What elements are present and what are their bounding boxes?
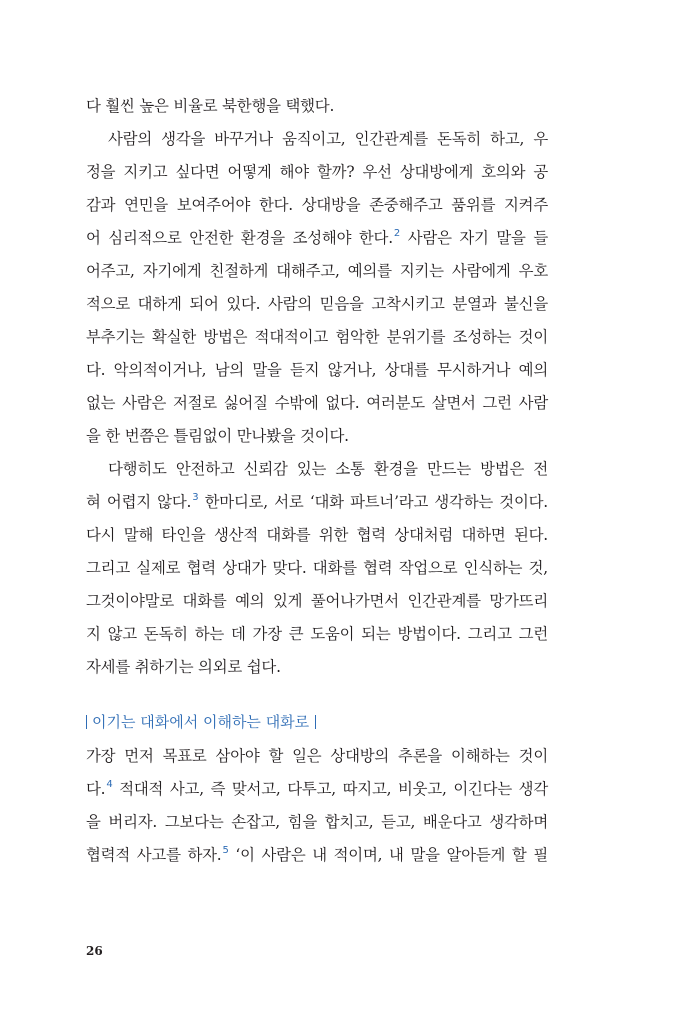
text-line: 그리고 실제로 협력 상대가 맞다. 대화를 협력 작업으로 인식하는 것, <box>86 559 548 577</box>
text-line: 부추기는 확실한 방법은 적대적이고 험악한 분위기를 조성하는 것이 <box>86 328 548 346</box>
text-line: 정을 지키고 싶다면 어떻게 해야 할까? 우선 상대방에게 호의와 공 <box>86 163 548 181</box>
footnote-marker[interactable]: 3 <box>192 492 199 503</box>
footnote-marker[interactable]: 2 <box>393 228 401 239</box>
text-line: 자세를 취하기는 의외로 쉽다. <box>86 658 281 676</box>
heading-bar-left <box>86 715 87 729</box>
paragraph <box>86 740 548 872</box>
text-line: 어주고, 자기에게 친절하게 대해주고, 예의를 지키는 사람에게 우호 <box>86 262 548 280</box>
text-line: 사람의 생각을 바꾸거나 움직이고, 인간관계를 돈독히 하고, 우 <box>108 130 548 148</box>
text-line: 가장 먼저 목표로 삼아야 할 일은 상대방의 추론을 이해하는 것이 <box>86 747 548 765</box>
text-line: 어 심리적으로 안전한 환경을 조성해야 한다.$^2$ 사람은 자기 말을 들 <box>86 228 549 247</box>
text-line: 그것이야말로 대화를 예의 있게 풀어나가면서 인간관계를 망가뜨리 <box>86 592 548 610</box>
section-heading-text: 이기는 대화에서 이해하는 대화로 <box>92 713 310 731</box>
text-line: 을 한 번쯤은 틀림없이 만나봤을 것이다. <box>86 427 349 445</box>
text-line: 다.$^4$ 적대적 사고, 즉 맞서고, 다투고, 따지고, 비웃고, 이긴다는 생각 <box>86 779 548 798</box>
text-line: 협력적 사고를 하자.$^5$ ‘이 사람은 내 적이며, 내 말을 알아듣게 할 필 <box>86 845 548 864</box>
paragraph <box>86 453 548 684</box>
section-heading <box>86 704 316 740</box>
text-line: 다. 악의적이거나, 남의 말을 듣지 않거나, 상대를 무시하거나 예의 <box>86 361 548 379</box>
paragraph-continuation <box>86 90 548 123</box>
text-line: 지 않고 돈독히 하는 데 가장 큰 도움이 되는 방법이다. 그리고 그런 <box>86 625 548 643</box>
text-line: 감과 연민을 보여주어야 한다. 상대방을 존중해주고 품위를 지켜주 <box>86 196 548 214</box>
page-number: 26 <box>86 944 103 958</box>
text-line: 없는 사람은 저절로 싫어질 수밖에 없다. 여러분도 살면서 그런 사람 <box>86 394 548 412</box>
text-line: 다 훨씬 높은 비율로 북한행을 택했다. <box>86 97 335 115</box>
text-line: 혀 어렵지 않다.$^3$ 한마디로, 서로 ‘대화 파트너’라고 생각하는 것이다. <box>86 492 548 511</box>
text-line: 다행히도 안전하고 신뢰감 있는 소통 환경을 만드는 방법은 전 <box>108 460 548 478</box>
footnote-marker[interactable]: 5 <box>222 845 229 856</box>
text-line: 을 버리자. 그보다는 손잡고, 힘을 합치고, 듣고, 배운다고 생각하며 <box>86 813 548 831</box>
paragraph <box>86 123 548 453</box>
text-line: 적으로 대하게 되어 있다. 사람의 믿음을 고착시키고 분열과 불신을 <box>86 295 548 313</box>
heading-bar-right <box>315 715 316 729</box>
text-line: 다시 말해 타인을 생산적 대화를 위한 협력 상대처럼 대하면 된다. <box>86 526 548 544</box>
footnote-marker[interactable]: 4 <box>106 779 113 790</box>
